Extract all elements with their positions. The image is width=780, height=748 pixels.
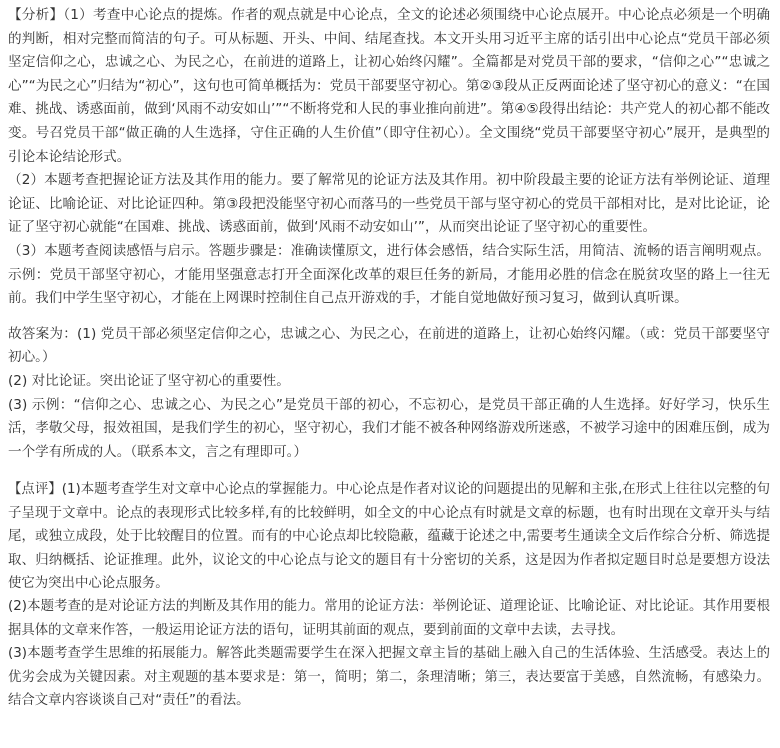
comment-paragraph-2: (2)本题考查的是对论证方法的判断及其作用的能力。常用的论证方法：举例论证、道理论证、比喻论证、对比论证。其作用要根据具体的文章来作答，一般运用论证方法的语句，证明其前面的观点，要到前面的文章中去读，去寻找。 [8, 599, 770, 638]
comment-section [8, 478, 770, 712]
analysis-paragraph-2: （2）本题考查把握论证方法及其作用的能力。要了解常见的论证方法及其作用。初中阶段最主要的论证方法有举例论证、道理论证、比喻论证、对比论证四种。第③段把没能坚守初心而落马的一些党员干部与坚守初心的党员干部相对比，是对比论证，论证了坚守初心就能“在国难、挑战、诱惑面前，做到‘风雨不动安如山’”，从而突出论证了坚守初心的重要性。 [8, 172, 770, 236]
comment-paragraph-3: (3)本题考查学生思维的拓展能力。解答此类题需要学生在深入把握文章主旨的基础上融入自己的生活体验、生活感受。表达上的优劣会成为关键因素。对主观题的基本要求是：第一，简明；第二，条理清晰；第三，表达要富于美感，自然流畅，有感染力。结合文章内容谈谈自己对“责任”的看法。 [8, 646, 770, 708]
analysis-section [8, 4, 770, 311]
answer-section [8, 323, 770, 465]
answer-paragraph-2: (2) 对比论证。突出论证了坚守初心的重要性。 [8, 372, 290, 389]
comment-paragraph-1: 【点评】(1)本题考查学生对文章中心论点的掌握能力。中心论点是作者对议论的问题提出的见解和主张,在形式上往往以完整的句子呈现于文章中。论点的表现形式比较多样,有的比较鲜明，如全文的中心论点有时就是文章的标题，也有时出现在文章开头与结尾，或独立成段，处于比较醒目的位置。而有的中心论点却比较隐蔽，蕴藏于论述之中,需要考生通读全文后作综合分析、筛选提取、归纳概括、论证推理。此外，议论文的中心论点与论文的题目有十分密切的关系，这是因为作者拟定题目时总是要想方设法使它为突出中心论点服务。 [8, 482, 770, 591]
answer-paragraph-1: 故答案为：(1) 党员干部必须坚定信仰之心，忠诚之心、为民之心，在前进的道路上，让初心始终闪耀。（或：党员干部要坚守初心。） [8, 325, 770, 366]
answer-paragraph-3: (3) 示例：“信仰之心、忠诚之心、为民之心”是党员干部的初心，不忘初心，是党员干部正确的人生选择。好好学习，快乐生活，孝敬父母，报效祖国，是我们学生的初心，坚守初心，我们才能不被各种网络游戏所迷惑，不被学习途中的困难压倒，成为一个学有所成的人。（联系本文，言之有理即可。） [8, 396, 770, 460]
analysis-paragraph-1: 【分析】（1）考查中心论点的提炼。作者的观点就是中心论点，全文的论述必须围绕中心论点展开。中心论点必须是一个明确的判断，相对完整而简洁的句子。可从标题、开头、中间、结尾查找。本文开头用习近平主席的话引出中心论点“党员干部必须坚定信仰之心，忠诚之心、为民之心，在前进的道路上，让初心始终闪耀”。全篇都是对党员干部的要求，“信仰之心”“忠诚之心”“为民之心”归结为“初心”，这句也可简单概括为：党员干部要坚守初心。第②③段从正反两面论述了坚守初心的意义：“在国难、挑战、诱惑面前，做到‘风雨不动安如山’”“不断将党和人民的事业推向前进”。第④⑤段得出结论：共产党人的初心都不能改变。号召党员干部“做正确的人生选择，守住正确的人生价值”（即守住初心）。全文围绕“党员干部要坚守初心”展开，是典型的引论本论结论形式。 [8, 7, 770, 165]
analysis-paragraph-3: （3）本题考查阅读感悟与启示。答题步骤是：准确读懂原文，进行体会感悟，结合实际生活，用简洁、流畅的语言阐明观点。示例：党员干部坚守初心，才能用坚强意志打开全面深化改革的艰巨任务的新局，才能用必胜的信念在脱贫攻坚的路上一往无前。我们中学生坚守初心，才能在上网课时控制住自己点开游戏的手，才能自觉地做好预习复习，做到认真听课。 [8, 242, 770, 307]
